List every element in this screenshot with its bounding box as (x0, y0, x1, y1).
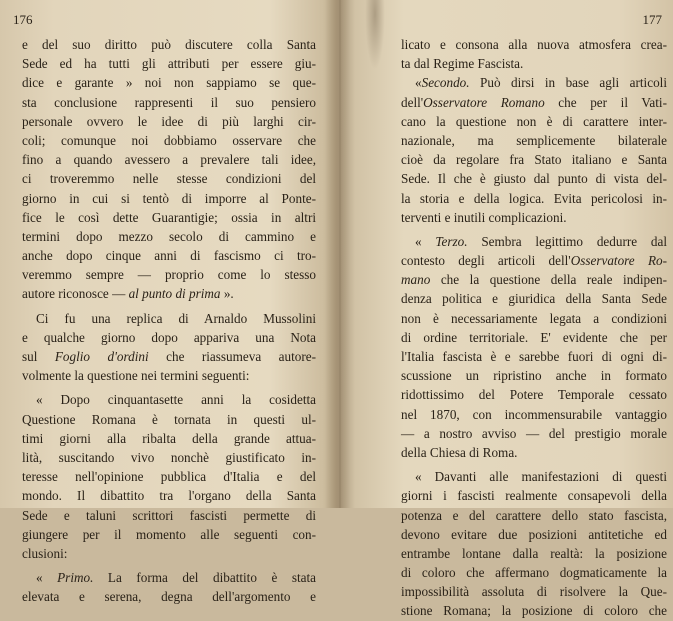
text-line: stione Romana; la posizione di coloro che (401, 603, 667, 619)
text-line: « Primo. La forma del dibattito è stata (36, 570, 317, 586)
text-line: impossibilità assoluta di risolvere la Que- (401, 584, 667, 600)
text-line: non è necessariamente legata a condizioni (401, 310, 667, 326)
text-line: « Davanti alle manifestazioni di questi (415, 469, 667, 485)
text-line: contesto degli articoli dell'Osservatore Ro- (401, 253, 667, 269)
text-line: « Dopo cinquantasette anni la cosidetta (36, 392, 316, 408)
text-line: Sede e taluni scrittori fascisti permette di (22, 507, 316, 523)
text-line: timi giorni alla ribalta della grande attua- (22, 430, 316, 446)
text-line: potenza e del carattere dello stato fascista, (401, 507, 667, 523)
text-line: giorno in cui si tentò di imporre al Ponte- (22, 190, 316, 206)
text-line: personale ovvero le idee di più larghi cir- (22, 113, 316, 129)
text-line: mondo. Il dibattito tra l'organo della Santa (22, 488, 316, 504)
text-line: sta conclusione rappresenti il suo pensiero (22, 94, 316, 110)
text-line: mano che la questione della reale indipen- (401, 272, 667, 288)
right-page (343, 0, 673, 619)
text-line: ta dal Regime Fascista. (401, 56, 524, 72)
text-line: e del suo diritto può discutere colla Santa (22, 37, 316, 52)
text-line: nazionale, ma semplicemente bilaterale (401, 132, 667, 148)
text-line: «Secondo. Può dirsi in base agli articoli (415, 75, 667, 91)
right-page-text (401, 35, 667, 621)
text-line: volmente la questione nei termini seguenti: (22, 368, 250, 384)
text-line: e qualche giorno dopo appariva una Nota (22, 329, 316, 345)
text-line: l'Italia fascista è e sarebbe fuori di ogni di- (401, 349, 667, 364)
text-line: licato e consona alla nuova atmosfera crea- (401, 37, 667, 52)
text-line: teresse nell'opinione pubblica d'Italia e del (22, 469, 316, 485)
text-line: Ci fu una replica di Arnaldo Mussolini (36, 310, 316, 326)
text-line-italic-tail: autore riconosce — al punto di prima ». (22, 286, 234, 302)
text-line: cioè da regolare fra Stato italiano e Santa (401, 152, 667, 168)
left-page-text (22, 35, 316, 606)
text-line: ci troveremmo nelle stesse condizioni del (22, 171, 316, 187)
text-line: anche dopo cinque anni di fascismo ci tro- (22, 248, 316, 264)
text-line: dell'Osservatore Romano che per il Vati- (401, 94, 667, 110)
text-line: Questione Romana è tornata in questi ul- (22, 411, 316, 427)
text-line: entrambe lontane dalla realtà: la posizione (401, 545, 667, 561)
text-line: denza politica e giuridica della Santa Sede (401, 291, 667, 307)
text-line: coli; comunque noi dobbiamo osservare che (22, 132, 316, 148)
text-line: lità, suscitando vivo nonchè giustificato in- (22, 449, 316, 465)
text-line: nel 1870, con incommensurabile vantaggio (401, 406, 667, 422)
text-line: termini dopo mezzo secolo di cammino e (22, 228, 316, 244)
text-line: devono evitare due posizioni antitetiche ed (401, 526, 667, 542)
text-line: di ordine territoriale. E' evidente che per (401, 329, 667, 345)
text-line: Sede. Il che è giusto dal punto di vista del- (401, 171, 667, 187)
text-line: giungere per il momento alle seguenti con- (22, 526, 316, 542)
page-number: 177 (642, 12, 662, 27)
text-line: la storia e della logica. Evita pericolosi in- (401, 190, 667, 206)
text-line: di coloro che affermano dogmaticamente la (401, 565, 667, 581)
text-line: fice le così dette Guarantigie; ossia in altri (22, 209, 316, 225)
page-number: 176 (13, 12, 33, 27)
text-line: dice e garante » noi non sappiamo se que- (22, 75, 316, 91)
text-line: « Terzo. Sembra legittimo dedurre dal (415, 233, 667, 249)
text-line: della Chiesa di Roma. (401, 444, 518, 460)
text-line: ridottissimo del Potere Temporale cessato (401, 387, 667, 403)
text-line: elevata e serena, degna dell'argomento e (22, 589, 316, 605)
text-line: fino a quando avessero a prevalere tali idee, (22, 152, 316, 168)
text-line: Sede ed ha tutti gli attributi per essere giu- (22, 56, 316, 72)
text-line: giorni i fascisti realmente consapevoli della (401, 488, 667, 504)
text-line: clusioni: (22, 545, 68, 561)
left-page (0, 0, 330, 605)
text-line: cano la questione non è di carattere inter- (401, 113, 667, 129)
text-line: scussione un ripristino anche in formato (401, 368, 667, 384)
text-line-foglio: sul Foglio d'ordini che riassumeva autore- (22, 349, 317, 364)
text-line: veremmo sempre — proprio come lo stesso (22, 267, 316, 283)
text-line: terventi e inutili complicazioni. (401, 209, 567, 225)
text-line: — a nostro avviso — del prestigio morale (401, 425, 667, 441)
